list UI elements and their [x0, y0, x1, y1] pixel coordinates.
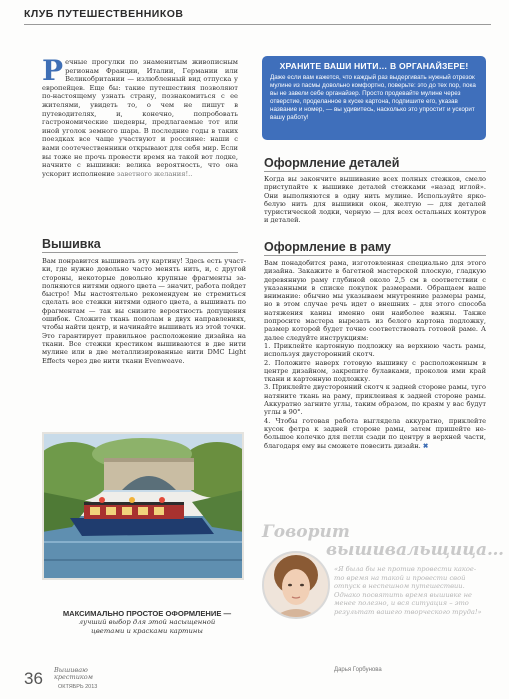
- caption-title: МАКСИМАЛЬНО ПРОСТОЕ ОФОРМЛЕНИЕ —: [62, 609, 232, 618]
- organizer-tip-title: ХРАНИТЕ ВАШИ НИТИ… В ОРГАНАЙЗЕРЕ!: [279, 61, 469, 71]
- embroidery-text: Вам понравится вышивать эту картину! Здесь есть участки, где нужно довольно часто менять нить, и, с другой стороны, некоторые довольно крупные фрагменты заполняются нитями одного цвета — значит, работа пойдет быстро! Мы настоятельно рекомендуем не стремиться сделать все стежки нитями одного цвета, а вышивать по фрагментам — так вы снизите вероятность допущения ошибок. Сложите ткань пополам в двух направлениях, чтобы найти центр, и начинайте вышивать из этой точки. Это гарантирует правильное расположение дизайна на ткани. Все стежки крестиком вышиваются в две нити мулине или в две металлизированные нити DMC Light Effects через две нити ткани Evenweave.: [42, 257, 246, 365]
- portrait-icon: [264, 553, 328, 617]
- header-rule: [24, 24, 491, 25]
- framing-text: [264, 259, 486, 450]
- magazine-name-line1: Вышиваю: [54, 666, 88, 674]
- quote-text: «Я была бы не против провести какое-то время на такой и провести свой отпуск в неспешном путешествии. Однако посвятить время вышивке не менее полезно, и вся ситуация – это результат вашего творческого труда!»: [334, 565, 482, 616]
- framing-step: [264, 417, 486, 450]
- magazine-issue: ОКТЯБРЬ 2013: [58, 684, 98, 690]
- magazine-name: [54, 667, 93, 681]
- magazine-name-line2: крестиком: [54, 673, 94, 681]
- intro-text: ечные прогулки по знаменитым живописным регионам Франции, Италии, Германии или Великобритании — излюбленный вид отпуска у европейцев. Еще бы: такие путешествия позволяют по-настоящему узнать страну, познакомиться с ее жителями, увидеть то, о чем не пишут в путеводителях, и, конечно, попробовать гастрономические шедевры, предлагаемые тот или иной уголок земного шара. В последние годы в таких поездках все чаще участвуют и россияне: наши с вами соотечественники открывают для себя мир. Если вы тоже не прочь провести время на такой вот лодке, начните с вышивки: велика вероятность, что она ускорит исполнение: [42, 58, 238, 178]
- quote-heading-line1: Говорит: [262, 522, 350, 542]
- embroidery-heading: Вышивка: [42, 237, 101, 251]
- quote-heading-line2: вышивальщица…: [326, 540, 504, 560]
- caption-subtitle: лучший выбор для этой насыщенной цветами и красками картины: [78, 618, 216, 635]
- framing-intro: Вам понадобится рама, изготовленная специально для этого дизайна. Закажите в багетной мастерской плоскую, гладкую деревянную раму глубиной около 2,5 см в соответствии с указанными в списке покупок размерами. Обращаем ваше внимание: обычно мы указываем мнутренние размеры рамы, но в этом случае речь идет о внешних – для этого способа натяжения канвы именно они наиболее важны. Также попросите мастера вырезать из белого картона подложку, размер которой будет точно соответствовать готовой раме. А далее следуйте инструкциям:: [264, 259, 486, 342]
- dropcap-letter: Р: [42, 54, 64, 87]
- embroidery-rule: [42, 252, 238, 253]
- quote-author: Дарья Горбунова: [334, 667, 382, 673]
- canal-boat-illustration: [42, 432, 244, 580]
- framing-step: 3. Приклейте двусторонний скотч к задней стороне рамы, туго натяните ткань на раму, приклеивая к задней стороне рамы. Аккуратно загните углы, таким образом, по краям у вас будут углы в 90°.: [264, 383, 486, 417]
- framing-step-text: 4. Чтобы готовая работа выглядела аккуратно, приклейте кусок фетра к задней стороне рамы, затем пришейте небольшое колечко для петли сзади по центру в верхней части, благодаря ему вы сможете повесить дизайн.: [264, 416, 486, 450]
- organizer-tip-box: [262, 56, 486, 140]
- section-header: КЛУБ ПУТЕШЕСТВЕННИКОВ: [24, 8, 184, 20]
- details-heading: Оформление деталей: [264, 156, 400, 170]
- intro-paragraph: [42, 54, 238, 178]
- framing-heading: Оформление в раму: [264, 240, 392, 254]
- end-mark-icon: ✖: [422, 441, 429, 450]
- page-number: 36: [24, 669, 43, 688]
- canal-boat-picture: [42, 432, 244, 580]
- organizer-tip-text: Даже если вам кажется, что каждый раз выдергивать нужный отрезок мулине из пасмы довольно комфортно, поверьте: это до тех пор, пока вы не завели себе органайзер. Просто продевайте мулине через отверстие, проделанное в куске картона, подпишите его, указав название и номер, — вы удивитесь, насколько это упростит и ускорит вашу работу!: [270, 74, 476, 122]
- framing-step: 1. Приклейте картонную подложку на верхнюю часть рамы, используя двусторонний скотч.: [264, 341, 486, 359]
- intro-text-end: заветного желания!..: [116, 169, 193, 178]
- framing-rule: [264, 255, 486, 256]
- picture-caption: [62, 609, 232, 636]
- author-avatar: [262, 551, 330, 619]
- details-rule: [264, 171, 486, 172]
- details-text: Когда вы закончите вышивание всех полных стежков, смело приступайте к вышивке деталей стежками «назад иглой». Они выполняются в одну нить мулине. Используйте ярко-белую нить для вышивки окон, желтую — для деталей туристической лодки, черную — для всех остальных контуров и деталей.: [264, 175, 486, 225]
- framing-step: 2. Положите наверх готовую вышивку с расположенным в центре дизайном, закрепите булавками, проколов ими край ткани и картонную подложку.: [264, 358, 486, 384]
